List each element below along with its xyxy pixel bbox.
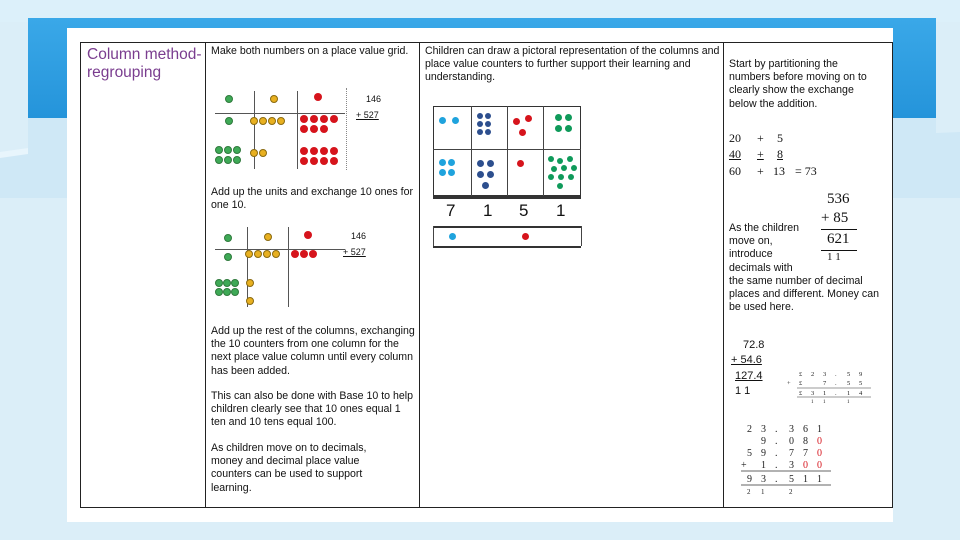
svg-text:7: 7	[823, 380, 827, 387]
svg-text:9: 9	[859, 371, 863, 378]
money-addition-grid	[781, 368, 881, 406]
svg-text:9: 9	[761, 448, 766, 459]
svg-text:.: .	[835, 380, 837, 387]
svg-text:4: 4	[859, 390, 863, 397]
svg-text:3: 3	[789, 460, 794, 471]
svg-text:3: 3	[811, 390, 815, 397]
instruction-text: As the children move on, introduce decimals with	[729, 222, 800, 274]
instruction-text: Make both numbers on a place value grid.	[211, 45, 409, 57]
addend-2: + 527	[343, 247, 366, 257]
svg-text:7: 7	[803, 448, 808, 459]
answer-digit: 5	[519, 201, 529, 220]
svg-text:6: 6	[803, 424, 808, 435]
svg-text:1: 1	[761, 460, 766, 471]
instruction-text: This can also be done with Base 10 to help children clearly see that 10 ones equal 1 ten and 10 tens equal 100.	[211, 390, 414, 429]
addend-1: 146	[351, 231, 367, 241]
svg-text:3: 3	[761, 424, 766, 435]
svg-text:5: 5	[847, 371, 851, 378]
addend-2: + 527	[356, 110, 379, 120]
svg-text:1: 1	[761, 488, 765, 496]
svg-text:.: .	[835, 371, 837, 378]
svg-text:1: 1	[823, 390, 827, 397]
svg-text:.: .	[775, 474, 778, 485]
instruction-text: Children can draw a pictoral representation of the columns and place value counters to further support their learning and understanding.	[425, 45, 720, 84]
addend-1: 146	[366, 94, 382, 104]
instruction-text: Start by partitioning the numbers before moving on to clearly show the exchange below the addition.	[729, 58, 867, 110]
svg-text:1: 1	[803, 474, 808, 485]
svg-text:.: .	[775, 436, 778, 447]
svg-text:0: 0	[817, 460, 822, 471]
answer-digit: 1	[556, 201, 566, 220]
svg-text:9: 9	[761, 436, 766, 447]
svg-text:.: .	[775, 448, 778, 459]
svg-text:5: 5	[847, 380, 851, 387]
svg-text:+: +	[787, 380, 791, 387]
column-divider	[205, 43, 206, 507]
svg-text:5: 5	[747, 448, 752, 459]
svg-text:9: 9	[747, 474, 752, 485]
svg-text:5: 5	[789, 474, 794, 485]
svg-text:1: 1	[847, 390, 851, 397]
svg-text:£: £	[799, 380, 803, 387]
svg-text:1: 1	[823, 400, 826, 405]
svg-text:0: 0	[817, 436, 822, 447]
instruction-text: Add up the units and exchange 10 ones for one 10.	[211, 186, 414, 212]
svg-text:1: 1	[817, 474, 822, 485]
carry-counter	[522, 233, 529, 240]
svg-text:.: .	[775, 424, 778, 435]
method-table: Column method- regrouping Make both numbers on a place value grid. 146 + 527 Add up the units and exchange 10 ones for one 10. 146 + 527 Add up the rest of the columns, exchanging the 10 counters from one column for the next place value column until every column has been added. This can also be done with Base 10 to help children clearly see that 10 ones equal 1 ten and 10 tens equal 100. As children move on to decimals, money and decimal place value counters can be used to support learning. Children can draw a pictoral representation of the columns and place value counters to further support their learning and understanding. 7 1 5 1 Start by partitioning the numbers before moving on to clearly show the exchange below the addition. 20 + 5 40 + 8 60 + 13 = 73 536 + 85 621 1 1 As the children move on, introduce decimals with the same number of decimal places and different. Money can be used here. 72.8 + 54.6 127.4 1 1 £ 2 3 . 5 9 + £ 7 . 5 5 £ 3 1 . 1 4 1 1 1 2 3 . 3 6 1 9 . 0 8 0 5 9 . 7 7 0 + 1 . 3 0 0 9 3 . 5 1 1 2 1 2	[80, 42, 893, 508]
svg-text:.: .	[835, 390, 837, 397]
svg-text:7: 7	[789, 448, 794, 459]
decimal-place-value-grid	[741, 421, 851, 499]
svg-text:0: 0	[817, 448, 822, 459]
answer-digit: 7	[446, 201, 456, 220]
column-divider	[723, 43, 724, 507]
instruction-text: the same number of decimal places and different. Money can be used here.	[729, 275, 879, 314]
svg-text:3: 3	[761, 474, 766, 485]
svg-text:£: £	[799, 371, 803, 378]
svg-text:£: £	[799, 390, 803, 397]
svg-text:.: .	[775, 460, 778, 471]
svg-text:0: 0	[803, 460, 808, 471]
carry-counter	[449, 233, 456, 240]
svg-text:1: 1	[811, 400, 814, 405]
column-divider	[419, 43, 420, 507]
svg-text:2: 2	[811, 371, 815, 378]
svg-text:3: 3	[789, 424, 794, 435]
instruction-text: As children move on to decimals, money and decimal place value counters can be used to support learning.	[211, 442, 367, 494]
svg-text:2: 2	[789, 488, 793, 496]
method-title: Column method- regrouping	[87, 46, 202, 81]
svg-text:2: 2	[747, 488, 751, 496]
svg-text:1: 1	[847, 400, 850, 405]
answer-digit: 1	[483, 201, 493, 220]
instruction-text: Add up the rest of the columns, exchanging the 10 counters from one column for the next place value column until every column has been added.	[211, 325, 415, 377]
svg-text:8: 8	[803, 436, 808, 447]
svg-text:3: 3	[823, 371, 827, 378]
svg-text:2: 2	[747, 424, 752, 435]
svg-text:+: +	[741, 460, 747, 471]
svg-text:0: 0	[789, 436, 794, 447]
svg-text:5: 5	[859, 380, 863, 387]
svg-text:1: 1	[817, 424, 822, 435]
